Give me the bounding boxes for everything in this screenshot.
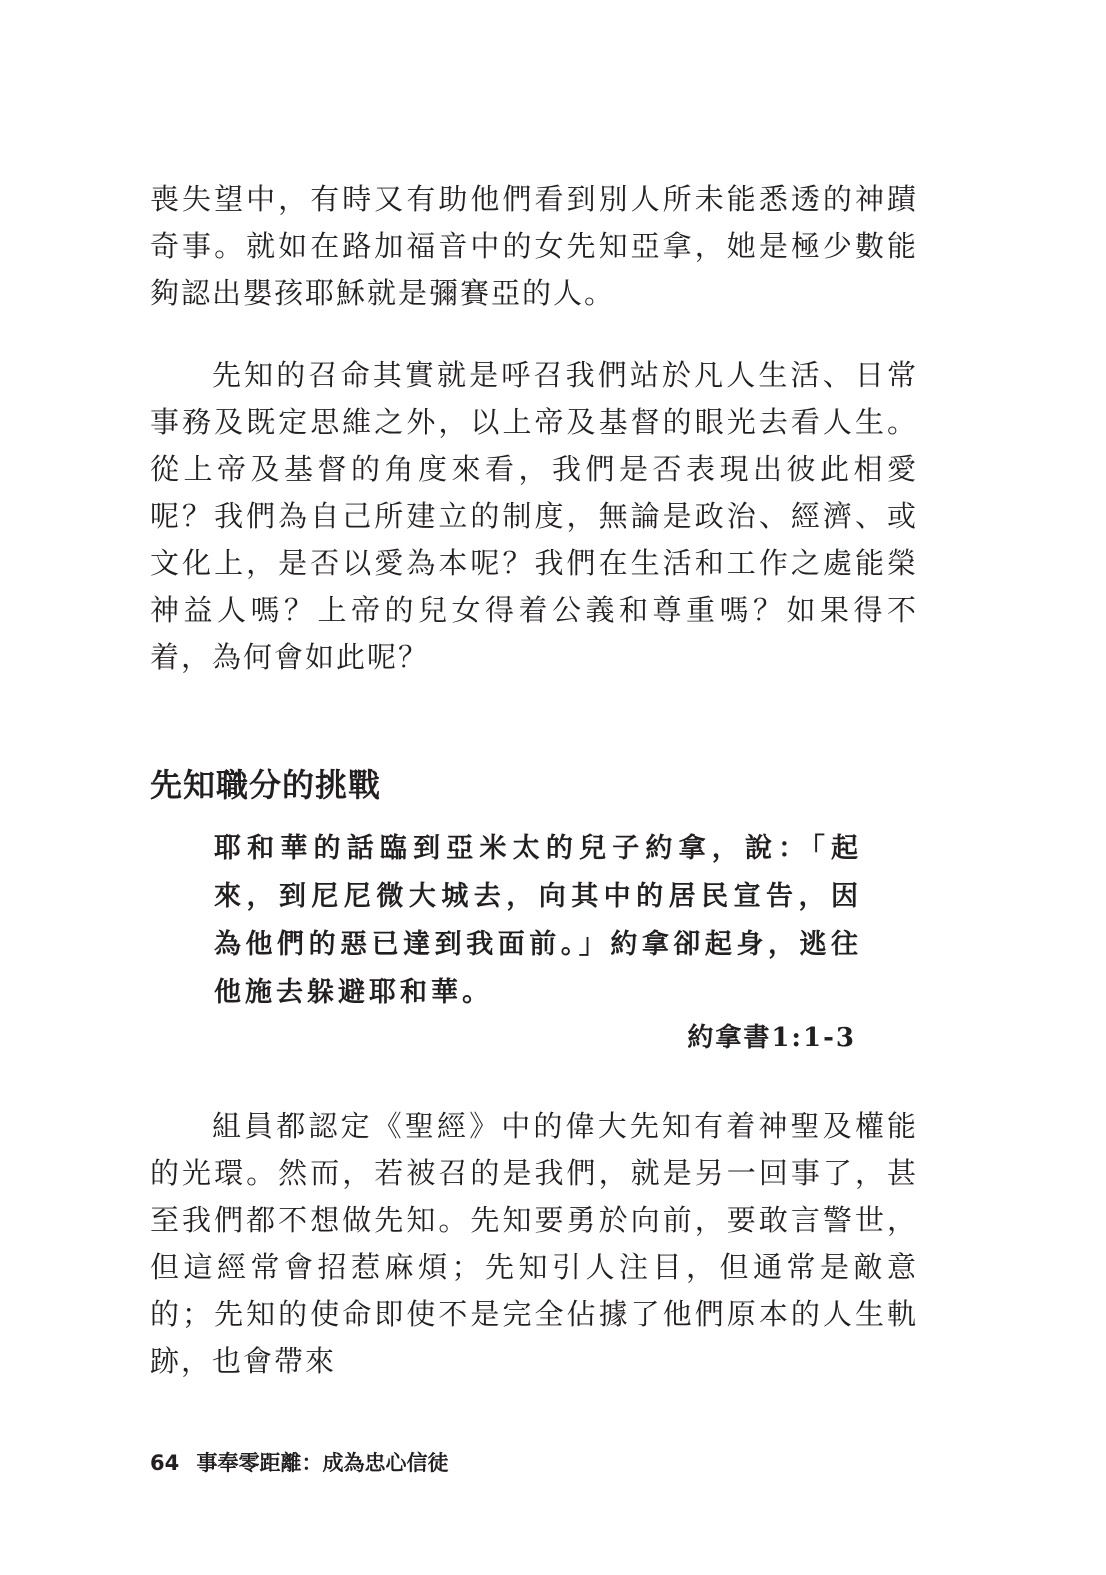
scripture-quote: 耶和華的話臨到亞米太的兒子約拿，說：「起來，到尼尼微大城去，向其中的居民宣告，因為他們的惡已達到我面前。」約拿卻起身，逃往他施去躲避耶和華。	[214, 833, 862, 1008]
section-heading: 先知職分的挑戰	[150, 766, 382, 804]
page-footer	[150, 1446, 449, 1480]
body-paragraph: 喪失望中，有時又有助他們看到別人所未能悉透的神蹟奇事。就如在路加福音中的女先知亞拿，她是極少數能夠認出嬰孩耶穌就是彌賽亞的人。	[150, 182, 918, 310]
body-paragraph: 組員都認定《聖經》中的偉大先知有着神聖及權能的光環。然而，若被召的是我們，就是另一回事了，甚至我們都不想做先知。先知要勇於向前，要敢言警世，但這經常會招惹麻煩；先知引人注目，但通常是敵意的；先知的使命即使不是完全佔據了他們原本的人生軌跡，也會帶來	[150, 1109, 918, 1378]
running-title: 事奉零距離：成為忠心信徒	[196, 1451, 449, 1475]
page-number: 64	[150, 1451, 180, 1475]
scripture-reference: 約拿書1:1-3	[687, 1023, 856, 1053]
body-paragraph: 先知的召命其實就是呼召我們站於凡人生活、日常事務及既定思維之外，以上帝及基督的眼光去看人生。從上帝及基督的角度來看，我們是否表現出彼此相愛呢？我們為自己所建立的制度，無論是政治、經濟、或文化上，是否以愛為本呢？我們在生活和工作之處能榮神益人嗎？上帝的兒女得着公義和尊重嗎？如果得不着，為何會如此呢？	[150, 358, 918, 674]
